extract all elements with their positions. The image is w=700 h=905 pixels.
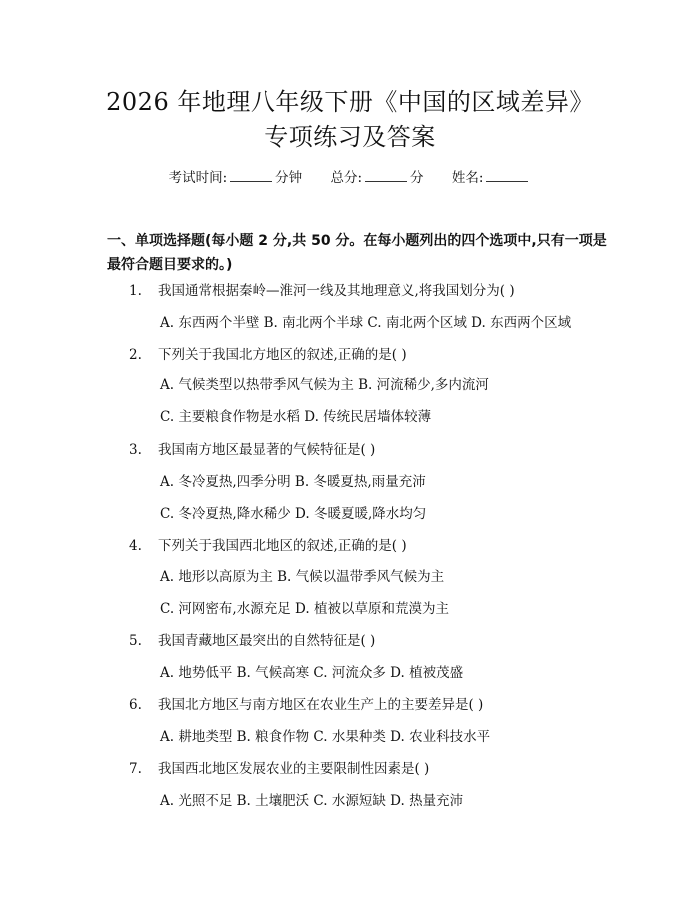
question-options: C. 河网密布,水源充足 D. 植被以草原和荒漠为主 — [160, 601, 449, 617]
total-score-field — [330, 170, 427, 186]
question-options: C. 主要粮食作物是水稻 D. 传统民居墙体较薄 — [160, 409, 432, 425]
question-stem: 我国通常根据秦岭—淮河一线及其地理意义,将我国划分为( ) — [158, 283, 515, 299]
question-stem: 我国南方地区最显著的气候特征是( ) — [158, 442, 376, 458]
total-score-unit: 分 — [410, 170, 424, 186]
question-stem: 下列关于我国北方地区的叙述,正确的是( ) — [158, 347, 407, 363]
exam-info-row — [0, 168, 700, 188]
name-blank — [486, 168, 528, 182]
exam-time-field — [169, 170, 307, 186]
question-number: 3. — [129, 442, 142, 458]
question-stem: 我国青藏地区最突出的自然特征是( ) — [158, 633, 376, 649]
page-title-line1: 2026 年地理八年级下册《中国的区域差异》 — [106, 88, 594, 116]
question-number: 5. — [129, 633, 142, 649]
question-number: 1. — [129, 283, 142, 299]
question-options: A. 东西两个半壁 B. 南北两个半球 C. 南北两个区域 D. 东西两个区域 — [160, 315, 572, 331]
question-options: A. 耕地类型 B. 粮食作物 C. 水果种类 D. 农业科技水平 — [160, 729, 491, 745]
question-options: A. 冬冷夏热,四季分明 B. 冬暖夏热,雨量充沛 — [160, 474, 426, 490]
exam-time-blank — [230, 168, 272, 182]
question-stem: 我国西北地区发展农业的主要限制性因素是( ) — [158, 761, 430, 777]
question-options: C. 冬冷夏热,降水稀少 D. 冬暖夏暖,降水均匀 — [160, 506, 427, 522]
question-options: A. 气候类型以热带季风气候为主 B. 河流稀少,多内流河 — [160, 377, 489, 393]
exam-time-unit: 分钟 — [275, 170, 303, 186]
question-options: A. 光照不足 B. 土壤肥沃 C. 水源短缺 D. 热量充沛 — [160, 793, 464, 809]
total-score-label: 总分: — [330, 170, 363, 186]
question-number: 7. — [129, 761, 142, 777]
exam-time-label: 考试时间: — [168, 170, 228, 186]
section-heading: 一、单项选择题(每小题 2 分,共 50 分。在每小题列出的四个选项中,只有一项是最符合题目要求的。) — [107, 233, 607, 273]
name-label: 姓名: — [451, 170, 484, 186]
page-title-line2: 专项练习及答案 — [264, 123, 436, 151]
question-options: A. 地势低平 B. 气候高寒 C. 河流众多 D. 植被茂盛 — [160, 665, 464, 681]
question-number: 4. — [129, 538, 142, 554]
name-field — [452, 170, 532, 186]
question-stem: 我国北方地区与南方地区在农业生产上的主要差异是( ) — [158, 697, 484, 713]
question-number: 6. — [129, 697, 142, 713]
question-number: 2. — [129, 347, 142, 363]
question-stem: 下列关于我国西北地区的叙述,正确的是( ) — [158, 538, 407, 554]
question-options: A. 地形以高原为主 B. 气候以温带季风气候为主 — [160, 569, 445, 585]
total-score-blank — [365, 168, 407, 182]
